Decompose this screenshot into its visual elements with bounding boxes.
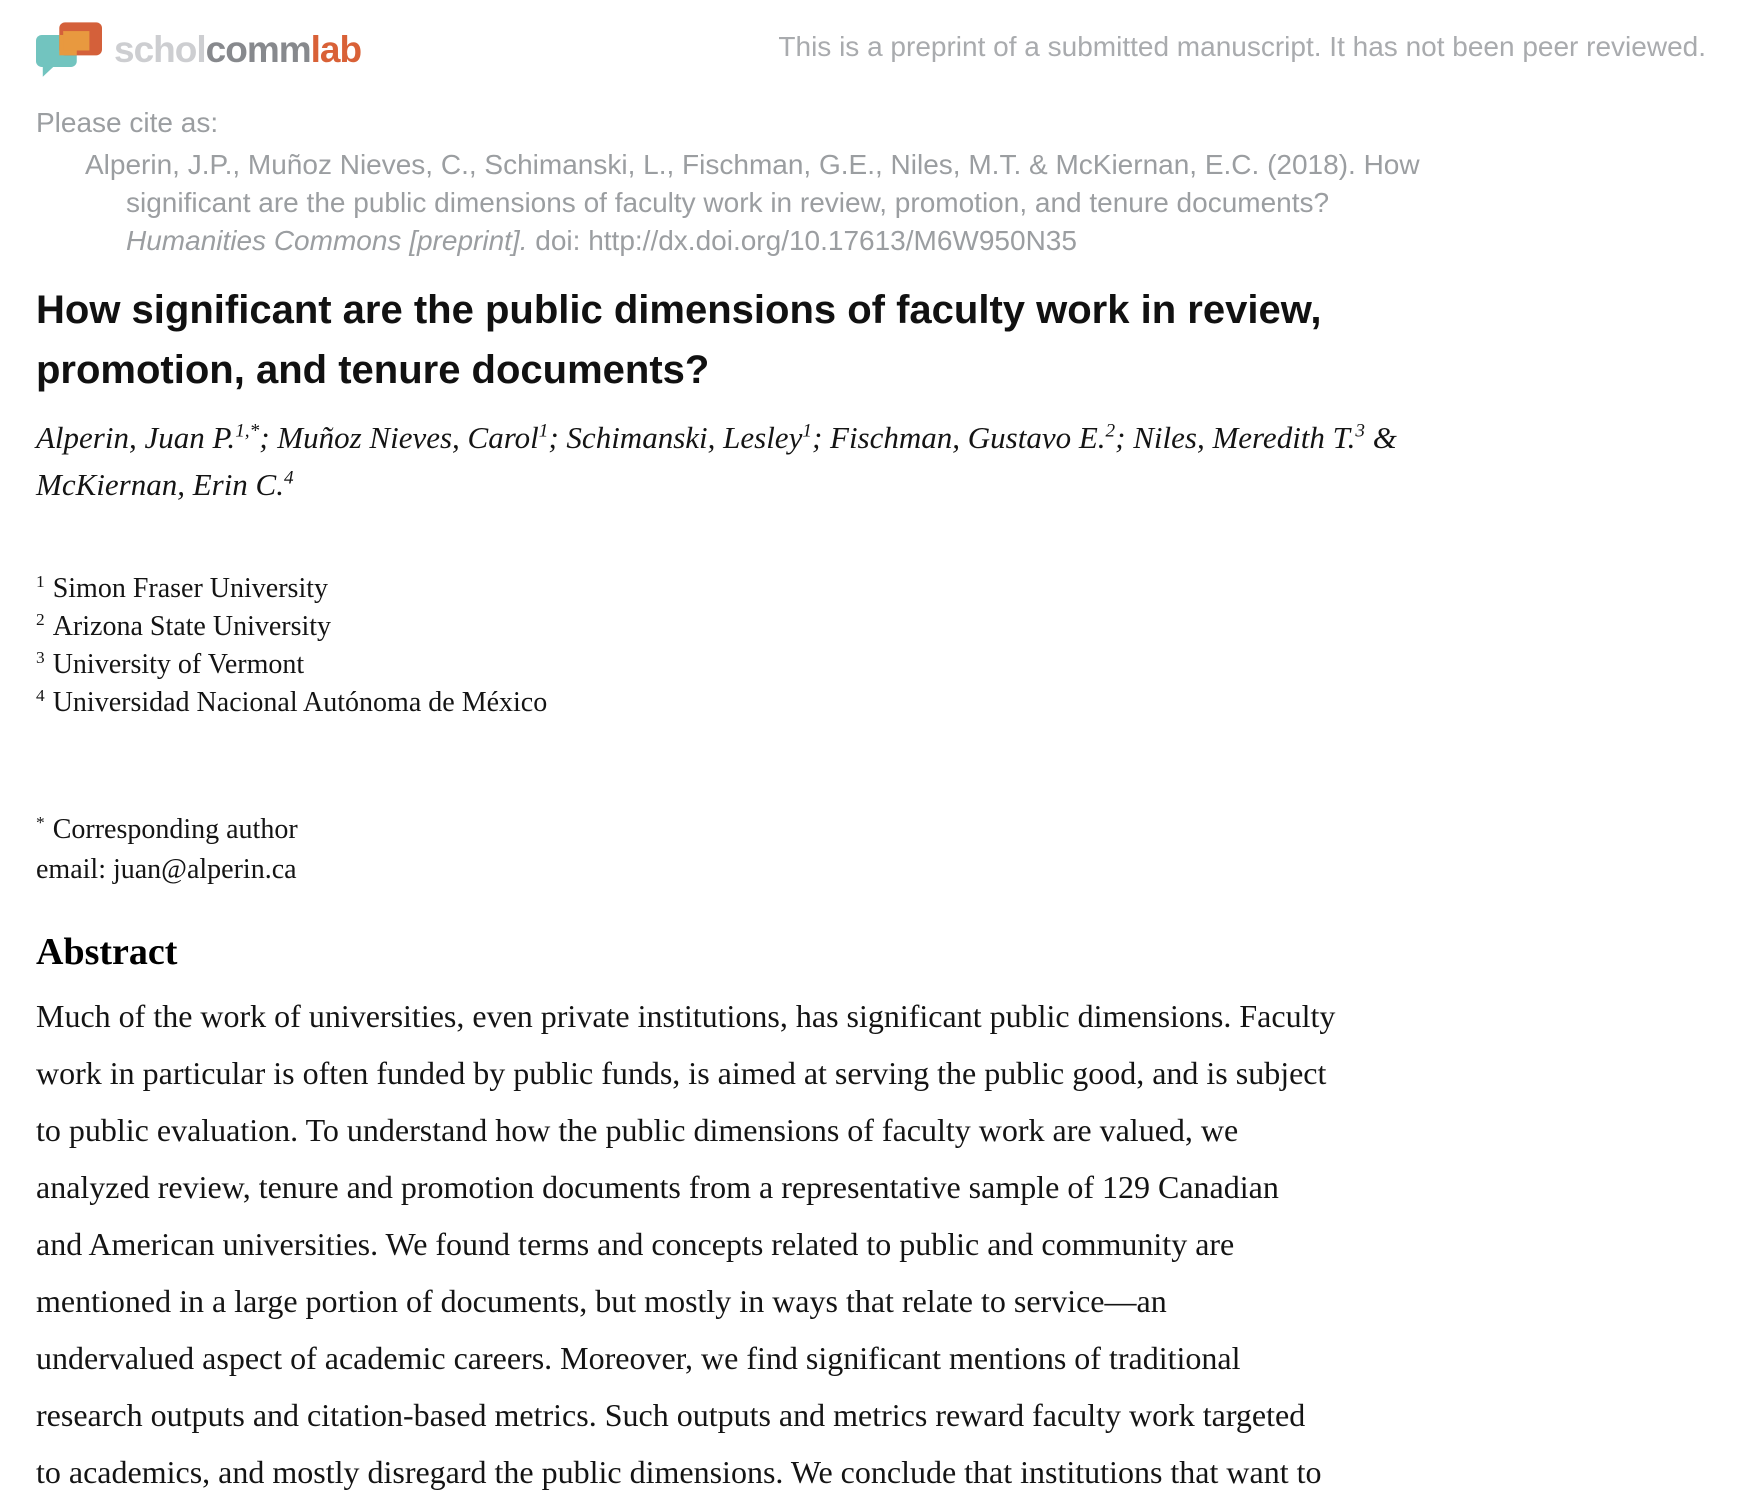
corresponding-author-block: [36, 810, 1706, 890]
citation-block: [36, 104, 1706, 260]
citation-text: [36, 146, 1476, 260]
page-title: [36, 280, 1706, 400]
author-name: Alperin, Juan P.: [36, 420, 236, 455]
logo-wordmark: [114, 24, 361, 76]
abstract-line: to public evaluation. To understand how the public dimensions of faculty work are valued, we: [36, 1112, 1239, 1148]
abstract-line: Much of the work of universities, even private institutions, has significant public dimensions. Faculty: [36, 998, 1336, 1034]
abstract-line: analyzed review, tenure and promotion documents from a representative sample of 129 Canadian: [36, 1169, 1279, 1205]
author-name: ; Muñoz Nieves, Carol: [259, 420, 539, 455]
citation-main: Alperin, J.P., Muñoz Nieves, C., Schimanski, L., Fischman, G.E., Niles, M.T. & McKiernan, E.C. (2018). How significant are the public dimensions of faculty work in review, promotion, and tenure documents?: [85, 149, 1420, 218]
citation-doi[interactable]: doi: http://dx.doi.org/10.17613/M6W950N35: [527, 225, 1077, 256]
author-affiliation-marker: 1: [538, 420, 549, 442]
title-line-1: How significant are the public dimensions of faculty work in review,: [36, 288, 1322, 332]
affiliation-name: University of Vermont: [52, 649, 305, 680]
abstract-line: mentioned in a large portion of documents, but mostly in ways that relate to service—an: [36, 1283, 1167, 1319]
abstract-heading: Abstract: [36, 931, 178, 973]
affiliation-number: 4: [36, 685, 45, 705]
scholcommlab-logo: [36, 22, 361, 78]
affiliation-name: Simon Fraser University: [52, 573, 328, 604]
affiliation-list: [36, 570, 1706, 722]
affiliation-number: 1: [36, 571, 45, 591]
citation-journal: Humanities Commons [preprint].: [126, 225, 528, 256]
author-name: ; Schimanski, Lesley: [548, 420, 803, 455]
affiliation-row: [36, 570, 1706, 608]
author-affiliation-marker: 2: [1105, 420, 1116, 442]
corresponding-author-marker: *: [36, 812, 45, 832]
affiliation-number: 2: [36, 609, 45, 629]
logo-text-lab: lab: [310, 29, 362, 70]
author-name: McKiernan, Erin C.: [36, 467, 284, 502]
cite-as-label: Please cite as:: [36, 107, 219, 138]
corresponding-author-line: [36, 810, 1706, 850]
abstract-text: [36, 988, 1706, 1501]
abstract-line: research outputs and citation-based metrics. Such outputs and metrics reward faculty work targeted: [36, 1397, 1306, 1433]
author-list: [36, 414, 1636, 508]
affiliation-row: [36, 608, 1706, 646]
author-name: ; Fischman, Gustavo E.: [811, 420, 1106, 455]
chat-bubbles-icon: [36, 22, 102, 78]
author-separator: &: [1364, 420, 1397, 455]
author-affiliation-marker: 1,*: [235, 420, 260, 442]
corresponding-author-email[interactable]: email: juan@alperin.ca: [36, 854, 297, 885]
affiliation-row: [36, 646, 1706, 684]
preprint-notice: This is a preprint of a submitted manuscript. It has not been peer reviewed.: [778, 31, 1706, 62]
author-affiliation-marker: 4: [284, 467, 294, 489]
abstract-line: and American universities. We found terms and concepts related to public and community are: [36, 1226, 1235, 1262]
affiliation-number: 3: [36, 647, 45, 667]
author-name: ; Niles, Meredith T.: [1115, 420, 1356, 455]
title-line-2: promotion, and tenure documents?: [36, 348, 710, 392]
affiliation-name: Arizona State University: [52, 611, 332, 642]
corresponding-author-label: Corresponding author: [52, 814, 298, 845]
author-affiliation-marker: 1: [802, 420, 812, 442]
author-affiliation-marker: 3: [1355, 420, 1365, 442]
abstract-line: undervalued aspect of academic careers. Moreover, we find significant mentions of traditional: [36, 1340, 1241, 1376]
abstract-line: work in particular is often funded by public funds, is aimed at serving the public good, and is subject: [36, 1055, 1327, 1091]
logo-text-comm: comm: [205, 29, 311, 70]
affiliation-name: Universidad Nacional Autónoma de México: [52, 687, 548, 718]
abstract-line: to academics, and mostly disregard the public dimensions. We conclude that institutions that want to: [36, 1454, 1322, 1490]
affiliation-row: [36, 684, 1706, 722]
page-header: [36, 22, 1706, 78]
logo-text-schol: schol: [114, 29, 206, 70]
